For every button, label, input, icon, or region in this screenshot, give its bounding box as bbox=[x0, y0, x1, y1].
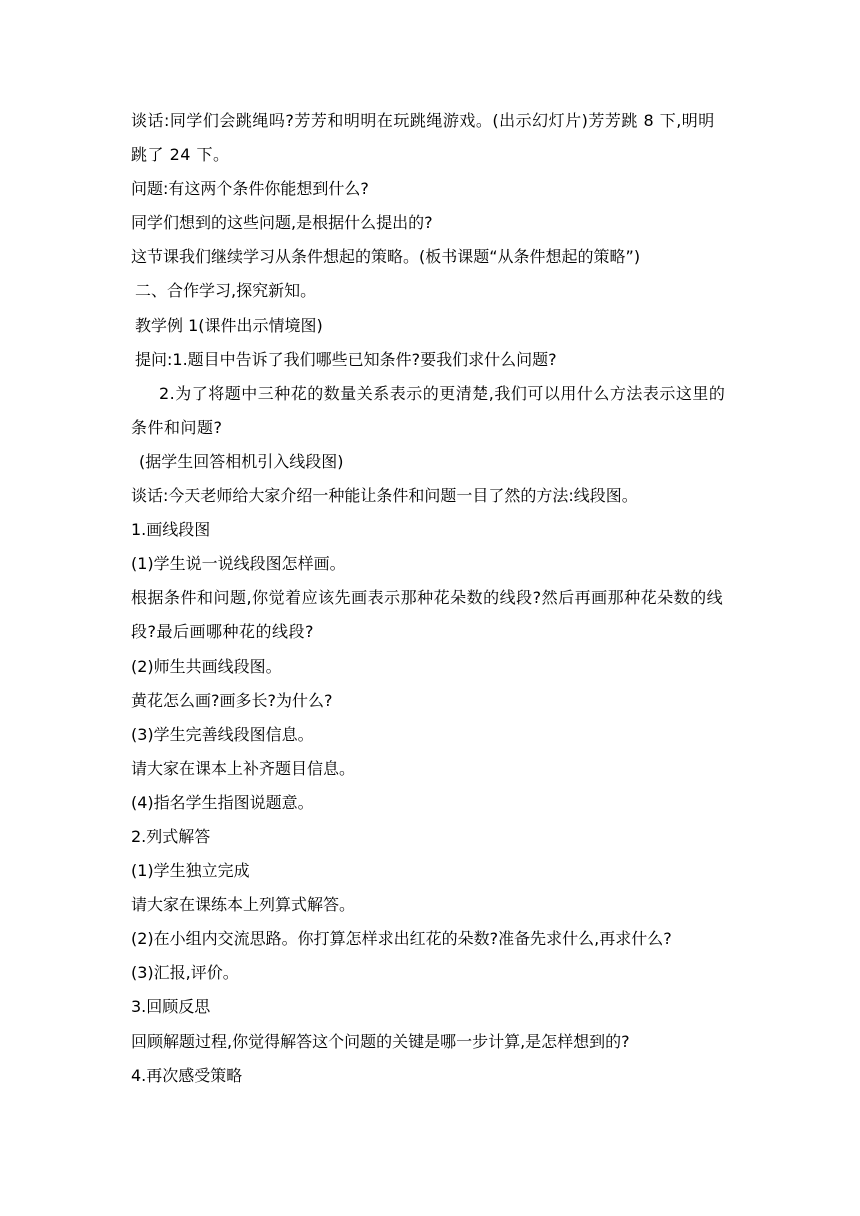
paragraph-step-3: (3)学生完善线段图信息。 bbox=[131, 724, 314, 744]
section-heading-cooperative-learning: 二、合作学习,探究新知。 bbox=[135, 281, 317, 301]
paragraph-prompt-2: 2.为了将题中三种花的数量关系表示的更清楚,我们可以用什么方法表示这里的条件和问题? bbox=[131, 383, 726, 437]
paragraph-intro-dialogue: 谈话:同学们会跳绳吗?芳芳和明明在玩跳绳游戏。(出示幻灯片)芳芳跳 8 下,明明跳了 24 下。 bbox=[131, 111, 715, 165]
paragraph-solve-instruction: 请大家在课练本上列算式解答。 bbox=[131, 895, 356, 915]
paragraph-step-2: (2)师生共画线段图。 bbox=[131, 656, 282, 676]
heading-strategy-again: 4.再次感受策略 bbox=[131, 1065, 243, 1085]
paragraph-solve-step-3: (3)汇报,评价。 bbox=[131, 963, 239, 983]
heading-reflection: 3.回顾反思 bbox=[131, 997, 211, 1017]
paragraph-solve-step-2: (2)在小组内交流思路。你打算怎样求出红花的朵数?准备先求什么,再求什么? bbox=[131, 929, 672, 949]
paragraph-solve-step-1: (1)学生独立完成 bbox=[131, 861, 250, 881]
paragraph-prompt-1: 提问:1.题目中告诉了我们哪些已知条件?要我们求什么问题? bbox=[135, 349, 557, 369]
paragraph-complete-info: 请大家在课本上补齐题目信息。 bbox=[131, 758, 356, 778]
document-body bbox=[131, 104, 731, 1093]
paragraph-question: 问题:有这两个条件你能想到什么? bbox=[131, 179, 369, 199]
paragraph-yellow-flowers: 黄花怎么画?画多长?为什么? bbox=[131, 690, 333, 710]
paragraph-line-diagram-intro: (据学生回答相机引入线段图) bbox=[139, 451, 344, 471]
paragraph-topic: 这节课我们继续学习从条件想起的策略。(板书课题“从条件想起的策略”) bbox=[131, 247, 641, 267]
paragraph-example-1: 教学例 1(课件出示情境图) bbox=[135, 315, 323, 335]
heading-solve: 2.列式解答 bbox=[131, 826, 211, 846]
paragraph-reflection: 回顾解题过程,你觉得解答这个问题的关键是哪一步计算,是怎样想到的? bbox=[131, 1031, 630, 1051]
paragraph-step-1: (1)学生说一说线段图怎样画。 bbox=[131, 554, 346, 574]
paragraph-step-4: (4)指名学生指图说题意。 bbox=[131, 792, 314, 812]
paragraph-drawing-order: 根据条件和问题,你觉着应该先画表示那种花朵数的线段?然后再画那种花朵数的线段?最后画哪种花的线段? bbox=[131, 588, 724, 642]
heading-draw-line-diagram: 1.画线段图 bbox=[131, 520, 211, 540]
paragraph-basis: 同学们想到的这些问题,是根据什么提出的? bbox=[131, 213, 433, 233]
paragraph-teacher-talk: 谈话:今天老师给大家介绍一种能让条件和问题一目了然的方法:线段图。 bbox=[131, 486, 638, 506]
